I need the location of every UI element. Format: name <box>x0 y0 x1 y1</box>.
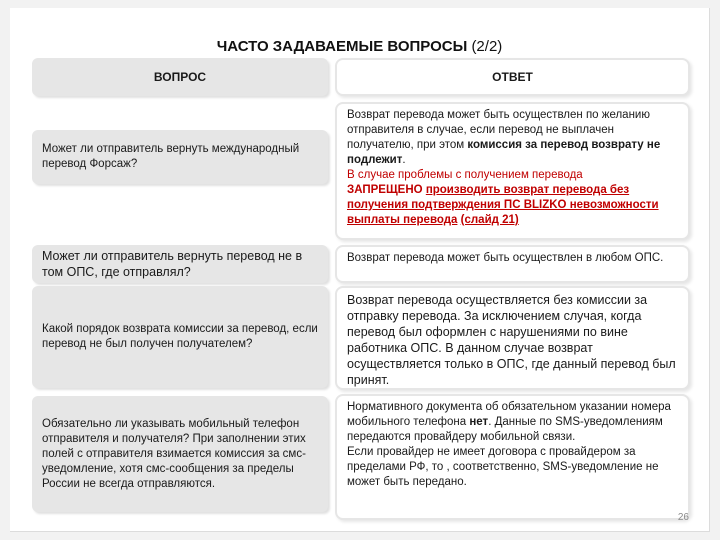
answer-1-bold-no-refund: перевод возврату не подлежит <box>347 139 661 166</box>
question-header <box>32 58 328 96</box>
answer-4-part-1: Нормативного документа об обязательном указании номера мобильного телефона <box>347 401 671 428</box>
answer-text-2: Возврат перевода может быть осуществлен в любом ОПС. <box>347 252 664 264</box>
answer-text-3: Возврат перевода осуществляется без комиссии за отправку перевода. За исключением случая, когда перевод был оформлен с нарушениями по вине работника ОПС. В данном случае возврат осуществляется только в ОПС, где данный перевод был принят. <box>347 293 676 387</box>
question-text-1: Может ли отправитель вернуть международный перевод Форсаж? <box>42 143 300 170</box>
title-text: ЧАСТО ЗАДАВАЕМЫЕ ВОПРОСЫ <box>216 38 468 55</box>
answer-header-label: ОТВЕТ <box>492 69 533 84</box>
answer-1-paragraph-2 <box>347 168 678 228</box>
question-text-3: Какой порядок возврата комиссии за перевод, если перевод не был получен получателем? <box>42 323 318 350</box>
answer-1-bold-commission: комиссия за <box>467 139 538 151</box>
answer-header <box>335 58 690 96</box>
answer-cell-2 <box>335 245 690 283</box>
page-title <box>10 38 709 55</box>
question-cell-4 <box>32 396 328 512</box>
question-header-label: ВОПРОС <box>153 69 207 84</box>
answer-1-slide-ref: (слайд 21) <box>460 214 519 226</box>
title-page-indicator: (2/2) <box>471 38 503 55</box>
slide-number: 26 <box>677 512 689 523</box>
answer-cell-4 <box>335 394 690 520</box>
answer-1-end: . <box>402 154 406 166</box>
slide <box>10 8 710 532</box>
answer-1-forbidden-detail: производить возврат перевода без получения подтверждения ПС BLIZKO невозможности выплаты перевода <box>347 184 659 226</box>
answer-1-paragraph-1 <box>347 108 678 168</box>
question-text-2: Может ли отправитель вернуть перевод не в том ОПС, где отправлял? <box>42 249 303 279</box>
answer-1-text: Возврат перевода может быть осуществлен по желанию отправителя в случае, если перевод не выплачен получателю, при этом <box>347 109 650 151</box>
question-cell-2 <box>32 245 328 283</box>
answer-cell-1 <box>335 102 690 240</box>
answer-4-part-3: Если провайдер не имеет договора с провайдером за пределами РФ, то , соответственно, SMS-уведомление не может быть передано. <box>347 446 659 488</box>
question-text-4: Обязательно ли указывать мобильный телефон отправителя и получателя? При заполнении этих полей с отправителя взимается комиссия за смс-уведомление, хотя смс-сообщения за пределы России не всегда отправляются. <box>42 417 306 490</box>
answer-cell-3 <box>335 286 690 390</box>
question-cell-1 <box>32 130 328 184</box>
answer-4-bold-no: нет <box>469 416 489 428</box>
answer-1-red-text: В случае проблемы с получением перевода <box>347 169 583 181</box>
question-cell-3 <box>32 286 328 388</box>
answer-1-forbidden: ЗАПРЕЩЕНО <box>347 184 423 196</box>
answer-4-part-2: . Данные по SMS-уведомлениям передаются провайдеру мобильной связи. <box>347 416 663 443</box>
